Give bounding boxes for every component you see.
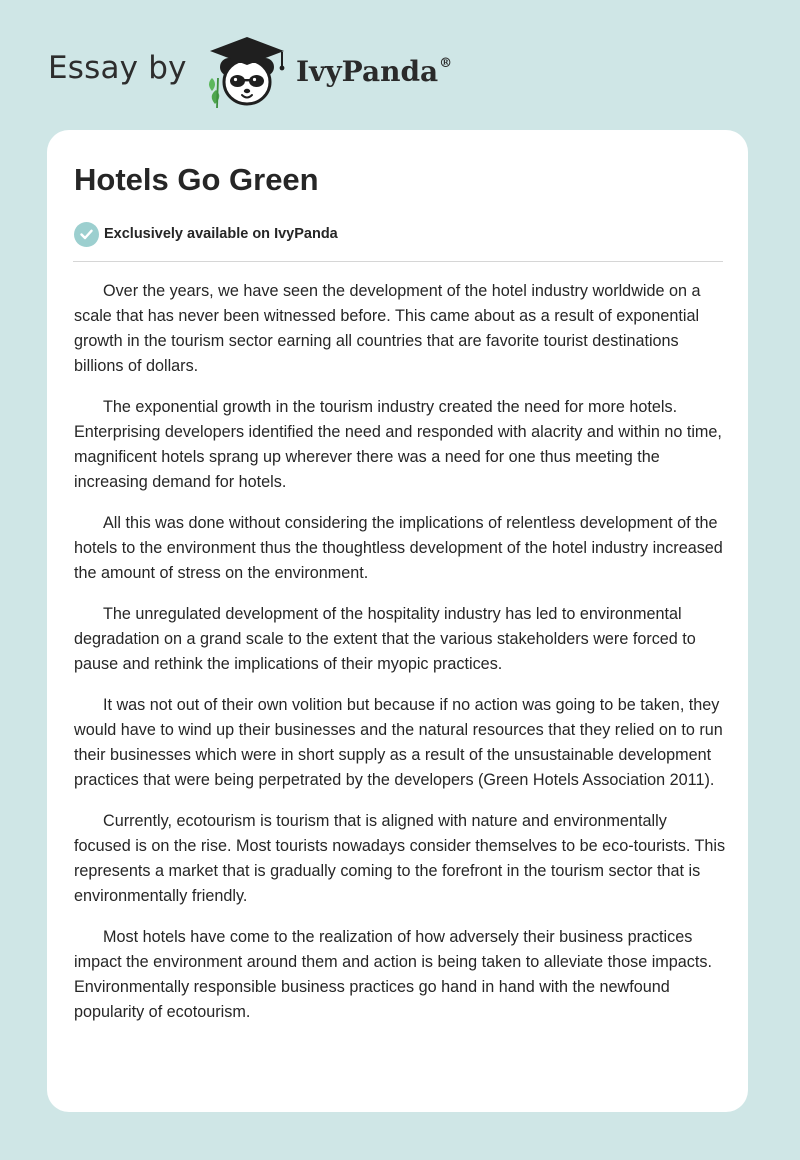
check-circle-icon <box>74 222 99 247</box>
paragraph: All this was done without considering the implications of relentless development of the hotels to the environment thus the thoughtless development of the hotel industry increased the amount of stress on the environment. <box>74 514 723 582</box>
registered-mark: ® <box>439 55 453 71</box>
paragraph: The exponential growth in the tourism industry created the need for more hotels. Enterprising developers identified the need and responded with alacrity and within no time, magnificent hotels sprang up wherever there was a need for one thus meeting the increasing demand for hotels. <box>74 398 722 491</box>
page-title: Hotels Go Green <box>74 162 319 197</box>
brand-name[interactable]: IvyPanda® <box>296 55 453 88</box>
paragraph: Over the years, we have seen the development of the hotel industry worldwide on a scale that has never been witnessed before. This came about as a result of exponential growth in the tourism sector earning all countries that are favorite tourist destinations billions of dollars. <box>74 282 701 375</box>
paragraph: It was not out of their own volition but because if no action was going to be taken, they would have to wind up their businesses and the natural resources that they relied on to run their businesses which were in short supply as a result of the unsustainable development practices that were being perpetrated by the developers (Green Hotels Association 2011). <box>74 696 723 789</box>
panda-graduation-cap-logo-icon[interactable] <box>202 34 292 110</box>
site-header <box>48 34 548 114</box>
paragraph: The unregulated development of the hospitality industry has led to environmental degradation on a grand scale to the extent that the various stakeholders were forced to pause and rethink the implications of their myopic practices. <box>74 605 696 673</box>
title-divider <box>73 261 723 262</box>
exclusive-badge-label: Exclusively available on IvyPanda <box>104 226 338 242</box>
essay-by-label: Essay by <box>48 50 187 86</box>
paragraph: Currently, ecotourism is tourism that is aligned with nature and environmentally focused is on the rise. Most tourists nowadays consider themselves to be eco-tourists. This represents a market that is gradually coming to the forefront in the tourism sector that is environmentally friendly. <box>74 812 726 905</box>
paragraph: Most hotels have come to the realization of how adversely their business practices impact the environment around them and action is being taken to alleviate those impacts. Environmentally responsible business practices go hand in hand with the newfound popularity of ecotourism. <box>74 928 712 1021</box>
exclusive-badge <box>74 221 338 247</box>
essay-card <box>47 130 748 1112</box>
essay-body <box>74 279 726 1041</box>
